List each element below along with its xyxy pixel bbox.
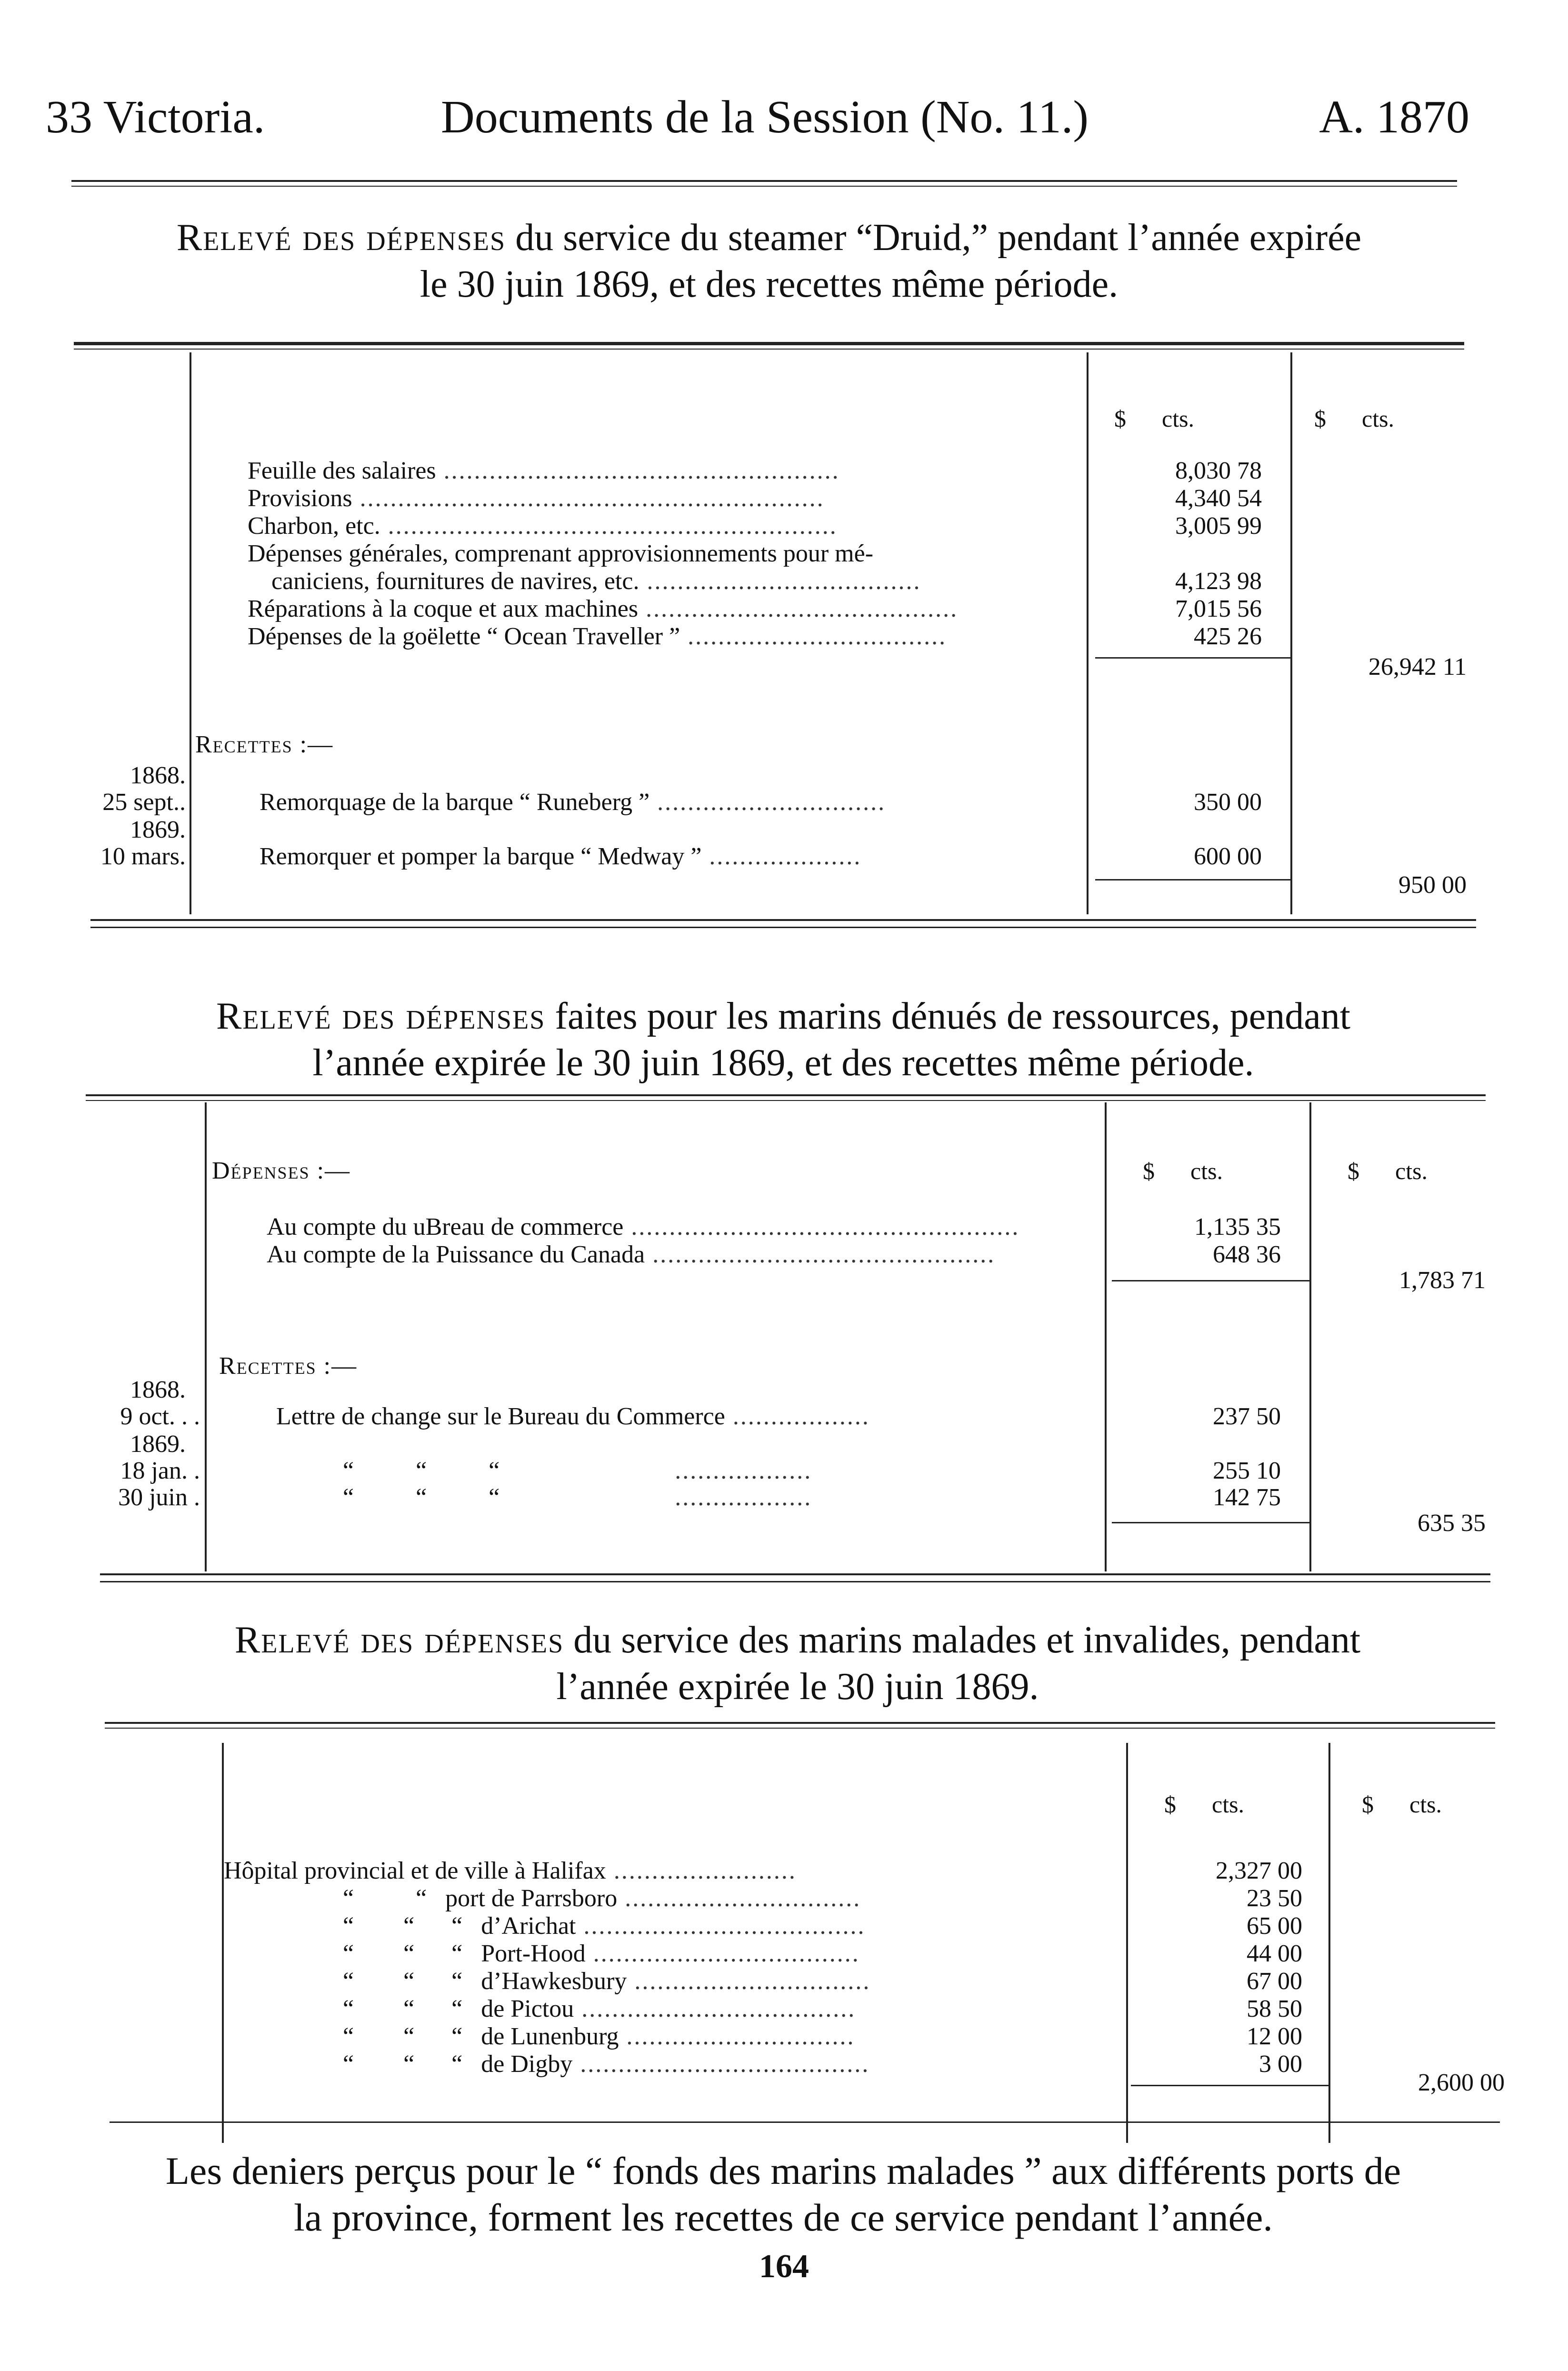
section1-receipts-total: 950 00 [1398, 871, 1467, 899]
section3-item-amount: 58 50 [1247, 1995, 1302, 2022]
section2-receipt-amount: 255 10 [1213, 1457, 1281, 1484]
leader-dots: ...................................... [572, 2051, 870, 2078]
section3-item-amount: 65 00 [1247, 1912, 1302, 1940]
section1-expense-row [248, 595, 1086, 623]
receipt-label: “ “ “ [343, 1457, 500, 1484]
section2-vline-col1 [1105, 1102, 1107, 1571]
section2-col1-head: $ cts. [1143, 1158, 1223, 1184]
section1-expense-row [248, 457, 1086, 485]
section1-expense-row [271, 568, 1086, 595]
receipt-label: Remorquer et pomper la barque “ Medway ” [260, 843, 702, 870]
section3-vline-left [222, 1743, 224, 2143]
section3-item-amount: 44 00 [1247, 1940, 1302, 1967]
leader-dots: .................. [725, 1403, 870, 1430]
section3-item-row [343, 2051, 1124, 2078]
item-label: “ “ “ de Lunenburg [343, 2023, 619, 2050]
expense-label: Feuille des salaires [248, 457, 436, 484]
section1-receipt-year: 1869. [130, 816, 186, 843]
section1-vline-date [190, 352, 191, 914]
section2-receipt-row [343, 1484, 1105, 1511]
receipt-label: Lettre de change sur le Bureau du Commerce [276, 1403, 725, 1430]
section1-vline-col2 [1290, 352, 1292, 914]
section2-receipts-rule [1112, 1522, 1309, 1523]
section2-expense-amount: 648 36 [1213, 1241, 1281, 1268]
expense-label: Dépenses générales, comprenant approvisionnements pour mé- [248, 540, 874, 567]
section1-title-line2: le 30 juin 1869, et des recettes même période. [419, 263, 1119, 305]
section1-top-rule [74, 342, 1464, 345]
section1-receipt-amount: 600 00 [1194, 843, 1262, 870]
section1-title [52, 214, 1486, 308]
section3-top-rule-thin [105, 1728, 1495, 1729]
section2-expense-row [267, 1241, 1105, 1269]
expense-label: caniciens, fournitures de navires, etc. [271, 568, 639, 595]
section1-expense-amount: 7,015 56 [1175, 595, 1262, 622]
section3-item-row [343, 2023, 1124, 2051]
section2-bottom-rule-thin [100, 1581, 1490, 1582]
section2-col2-head: $ cts. [1348, 1158, 1428, 1184]
footer-note [86, 2148, 1481, 2241]
leader-dots: ............................................................. [352, 485, 825, 512]
section2-receipt-date: 18 jan. . [120, 1457, 200, 1484]
leader-dots: .................. [499, 1484, 812, 1511]
section1-receipt-date: 10 mars. [100, 843, 186, 870]
expense-label: Réparations à la coque et aux machines [248, 595, 639, 622]
item-label: “ “ “ de Pictou [343, 1995, 574, 2022]
section2-receipt-row [276, 1403, 1105, 1431]
page-number: 164 [759, 2248, 809, 2285]
section2-receipt-year: 1868. [130, 1376, 186, 1403]
item-label: “ “ “ d’Hawkesbury [343, 1968, 627, 1995]
item-label: “ “ “ Port-Hood [343, 1940, 586, 1967]
receipt-label: Remorquage de la barque “ Runeberg ” [260, 789, 650, 816]
expense-label: Dépenses de la goëlette “ Ocean Traveller ” [248, 623, 680, 650]
section2-title [67, 993, 1500, 1086]
section3-item-row [224, 1857, 1124, 1885]
leader-dots: ........................ [606, 1857, 797, 1884]
leader-dots: ............................... [627, 1968, 871, 1995]
section3-title [81, 1617, 1514, 1710]
section1-receipt-amount: 350 00 [1194, 789, 1262, 816]
section2-expense-amount: 1,135 35 [1194, 1213, 1281, 1241]
section3-item-amount: 3 00 [1259, 2051, 1302, 2078]
section1-vline-col1 [1087, 352, 1089, 914]
section3-col1-head: $ cts. [1164, 1791, 1245, 1818]
item-label: “ “ “ de Digby [343, 2051, 573, 2078]
leader-dots: .............................. [619, 2023, 855, 2050]
leader-dots: ............................... [617, 1885, 861, 1912]
leader-dots: .................................... [639, 568, 921, 595]
section1-col2-head: $ cts. [1314, 405, 1395, 432]
section1-receipts-head: Recettes :— [195, 731, 334, 758]
section3-title-rest: du service des marins malades et invalides, pendant [564, 1619, 1361, 1661]
expense-label: Au compte de la Puissance du Canada [267, 1241, 645, 1268]
section2-receipt-date: 9 oct. . . [120, 1403, 200, 1430]
footer-note-line1: Les deniers perçus pour le “ fonds des marins malades ” aux différents ports de [165, 2149, 1401, 2192]
section1-top-rule-thin [74, 349, 1464, 350]
item-label: Hôpital provincial et de ville à Halifax [224, 1857, 606, 1884]
section2-title-lead: Relevé des dépenses [216, 995, 546, 1037]
footer-note-line2: la province, forment les recettes de ce service pendant l’année. [294, 2196, 1273, 2239]
section1-receipt-year: 1868. [130, 762, 186, 789]
section3-total-rule [1131, 2085, 1328, 2086]
section1-col1-head: $ cts. [1114, 405, 1195, 432]
section2-bottom-rule [100, 1573, 1490, 1575]
section2-title-line2: l’année expirée le 30 juin 1869, et des recettes même période. [312, 1042, 1254, 1084]
section2-receipt-row [343, 1457, 1105, 1485]
leader-dots: ........................................................... [380, 512, 838, 540]
section1-bottom-rule [90, 919, 1476, 921]
leader-dots: ................................................... [623, 1213, 1020, 1241]
leader-dots: .............................. [649, 789, 886, 816]
item-label: “ “ port de Parrsboro [343, 1885, 618, 1912]
section2-expenses-head: Dépenses :— [212, 1157, 351, 1184]
section2-receipt-amount: 237 50 [1213, 1403, 1281, 1430]
section2-receipt-date: 30 juin . [118, 1484, 200, 1511]
section1-expense-row [248, 485, 1086, 512]
section2-top-rule [86, 1094, 1486, 1096]
page-header [46, 71, 1469, 143]
expense-label: Provisions [248, 485, 352, 512]
section1-receipt-date: 25 sept.. [102, 789, 186, 816]
section1-expense-row [248, 540, 1086, 568]
section2-expense-row [267, 1213, 1105, 1241]
leader-dots: .................................. [680, 623, 947, 650]
section1-receipts-rule [1095, 879, 1290, 880]
section3-item-amount: 67 00 [1247, 1968, 1302, 1995]
leader-dots: .................................... [574, 1995, 856, 2022]
header-rule [71, 180, 1457, 182]
header-left: 33 Victoria. [46, 91, 265, 143]
section2-receipt-amount: 142 75 [1213, 1484, 1281, 1511]
section2-expenses-total: 1,783 71 [1399, 1267, 1486, 1294]
section1-bottom-rule-thin [90, 927, 1476, 928]
section1-subtotal-rule [1095, 657, 1290, 659]
section3-item-row [343, 1968, 1124, 1995]
section2-top-rule-thin [86, 1100, 1486, 1101]
section3-item-row [343, 1940, 1124, 1968]
section3-item-row [343, 1995, 1124, 2023]
section3-vline-col2 [1328, 1743, 1330, 2143]
leader-dots: .................. [499, 1457, 812, 1484]
section2-subtotal-rule [1112, 1280, 1309, 1281]
section1-expense-amount: 8,030 78 [1175, 457, 1262, 484]
section3-top-rule [105, 1722, 1495, 1724]
header-center: Documents de la Session (No. 11.) [441, 91, 1089, 143]
header-rule-thin [71, 186, 1457, 187]
section2-receipt-year: 1869. [130, 1431, 186, 1458]
section1-expense-amount: 4,123 98 [1175, 568, 1262, 595]
leader-dots: ......................................... [638, 595, 959, 622]
section3-title-line2: l’année expirée le 30 juin 1869. [556, 1666, 1039, 1708]
section3-title-lead: Relevé des dépenses [234, 1619, 564, 1661]
section3-item-row [343, 1885, 1124, 1912]
section1-expenses-total: 26,942 11 [1368, 653, 1467, 680]
section1-expense-amount: 4,340 54 [1175, 485, 1262, 512]
section2-vline-col2 [1309, 1102, 1311, 1571]
section2-vline-date [205, 1102, 207, 1571]
item-label: “ “ “ d’Arichat [343, 1912, 576, 1940]
section3-bottom-rule [110, 2121, 1500, 2123]
section1-title-lead: Relevé des dépenses [176, 217, 506, 259]
leader-dots: ............................................. [645, 1241, 996, 1268]
section3-vline-col1 [1126, 1743, 1128, 2143]
section1-expense-amount: 3,005 99 [1175, 512, 1262, 540]
section3-item-amount: 2,327 00 [1216, 1857, 1302, 1884]
section1-expense-amount: 425 26 [1194, 623, 1262, 650]
section2-title-rest: faites pour les marins dénués de ressources, pendant [545, 995, 1350, 1037]
header-right: A. 1870 [1319, 91, 1469, 143]
section3-item-row [343, 1912, 1124, 1940]
section1-title-rest: du service du steamer “Druid,” pendant l’année expirée [506, 217, 1362, 259]
section2-receipts-head: Recettes :— [219, 1352, 358, 1380]
section1-receipt-row [260, 843, 1086, 870]
leader-dots: ..................................... [576, 1912, 866, 1940]
section3-item-amount: 23 50 [1247, 1885, 1302, 1912]
section1-expense-row [248, 512, 1086, 540]
leader-dots: .................................................... [436, 457, 840, 484]
expense-label: Charbon, etc. [248, 512, 380, 540]
section3-col2-head: $ cts. [1362, 1791, 1442, 1818]
section2-receipts-total: 635 35 [1418, 1510, 1486, 1537]
expense-label: Au compte du uBreau de commerce [267, 1213, 624, 1241]
receipt-label: “ “ “ [343, 1484, 500, 1511]
section3-item-amount: 12 00 [1247, 2023, 1302, 2050]
section1-expense-row [248, 623, 1086, 650]
leader-dots: ................................... [585, 1940, 860, 1967]
leader-dots: .................... [701, 843, 862, 870]
section3-total: 2,600 00 [1418, 2069, 1505, 2096]
section1-receipt-row [260, 789, 1086, 816]
